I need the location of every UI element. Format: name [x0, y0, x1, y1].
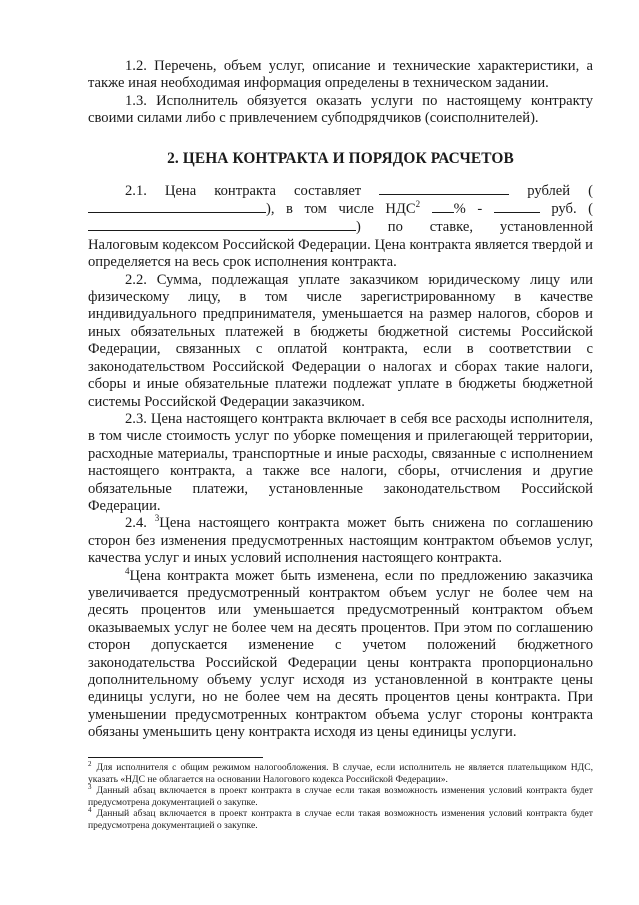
p24b-text: Цена контракта может быть изменена, если по предложению заказчика увеличивается предусмотренный контрактом объем услуг не более чем на десять процентов или уменьшается предусмотренный контрактом объем оказываемых услуг не более чем на десять процентов. При этом по соглашению сторон допускается изменение с учетом положений бюджетного законодательства Российской Федерации цены контракта пропорционально дополнительному объему услуг исходя из установленной в контракте цены единицы услуги, но не более чем на десять процентов цены контракта. При уменьшении предусмотренных контрактом объема услуг стороны контракта обязаны уменьшить цену контракта исходя из цены единицы услуги.	[88, 567, 593, 741]
p21-part-d: % -	[453, 201, 483, 218]
p21-part-f: ) по ставке, установленной Налоговым кодексом Российской Федерации. Цена контракта является твердой и определяется на весь срок исполнения контракта.	[88, 219, 593, 271]
p24-text: Цена настоящего контракта может быть снижена по соглашению сторон без изменения предусмотренных настоящим контрактом объемов услуг, качества услуг и иных условий исполнения настоящего контракта.	[88, 515, 593, 567]
paragraph-2-4	[88, 515, 593, 567]
p24-number: 2.4.	[125, 515, 147, 532]
footnotes	[88, 759, 593, 832]
paragraph-2-2: 2.2. Сумма, подлежащая уплате заказчиком юридическому лицу или физическому лицу, в том числе зарегистрированному в качестве индивидуального предпринимателя, уменьшается на размер налогов, сборов и иных обязательных платежей в бюджеты бюджетной системы Российской Федерации, связанных с оплатой контракта, если в соответствии с законодательством Российской Федерации о налогах и сборах такие налоги, сборы и иные обязательные платежи подлежат уплате в бюджеты бюджетной системы Российской Федерации заказчиком.	[88, 271, 593, 410]
price-words-blank	[88, 200, 266, 213]
paragraph-2-1	[88, 182, 593, 272]
price-blank	[379, 182, 509, 195]
section-2-heading: 2. ЦЕНА КОНТРАКТА И ПОРЯДОК РАСЧЕТОВ	[167, 149, 514, 167]
document-page	[88, 58, 593, 742]
footnote-3	[88, 785, 593, 808]
footnote-2-number: 2	[88, 759, 92, 768]
footnote-2-text: Для исполнителя с общим режимом налогообложения. В случае, если исполнитель не является плательщиком НДС, указать «НДС не облагается на основании Налогового кодекса Российской Федерации».	[88, 762, 593, 785]
vat-percent-blank	[432, 200, 454, 213]
paragraph-1-3: 1.3. Исполнитель обязуется оказать услуги по настоящему контракту своими силами либо с привлечением субподрядчиков (соисполнителей).	[88, 92, 593, 127]
footnote-4	[88, 808, 593, 831]
p21-part-c: ), в том числе НДС	[266, 201, 416, 218]
vat-words-blank	[88, 218, 356, 231]
paragraph-2-3: 2.3. Цена настоящего контракта включает в себя все расходы исполнителя, в том числе стоимость услуг по уборке помещения и прилегающей территории, расходные материалы, транспортные и иные расходы, связанные с исполнением настоящего контракта, а также все налоги, сборы, отчисления и другие обязательные платежи, установленные законодательством Российской Федерации.	[88, 410, 593, 514]
paragraph-1-2: 1.2. Перечень, объем услуг, описание и технические характеристики, а также иная необходимая информация определены в техническом задании.	[88, 58, 593, 92]
footnote-3-text: Данный абзац включается в проект контракта в случае если такая возможность изменения условий контракта будет предусмотрена документацией о закупке.	[88, 785, 593, 808]
footnote-ref-4: 4	[125, 565, 130, 576]
paragraph-2-4-b	[88, 565, 593, 742]
footnote-2	[88, 759, 593, 785]
vat-amount-blank	[494, 200, 540, 213]
footnote-3-number: 3	[88, 783, 92, 791]
footnote-separator	[88, 757, 263, 758]
p21-part-e: руб. (	[551, 201, 593, 218]
p21-part-a: 2.1. Цена контракта составляет	[125, 182, 362, 199]
footnote-ref-2: 2	[415, 199, 421, 210]
footnote-ref-3: 3	[154, 513, 160, 524]
footnote-4-number: 4	[88, 806, 92, 815]
p21-part-b: рублей (	[527, 182, 593, 199]
footnote-4-text: Данный абзац включается в проект контракта в случае если такая возможность изменения условий контракта будет предусмотрена документацией о закупке.	[88, 808, 593, 831]
